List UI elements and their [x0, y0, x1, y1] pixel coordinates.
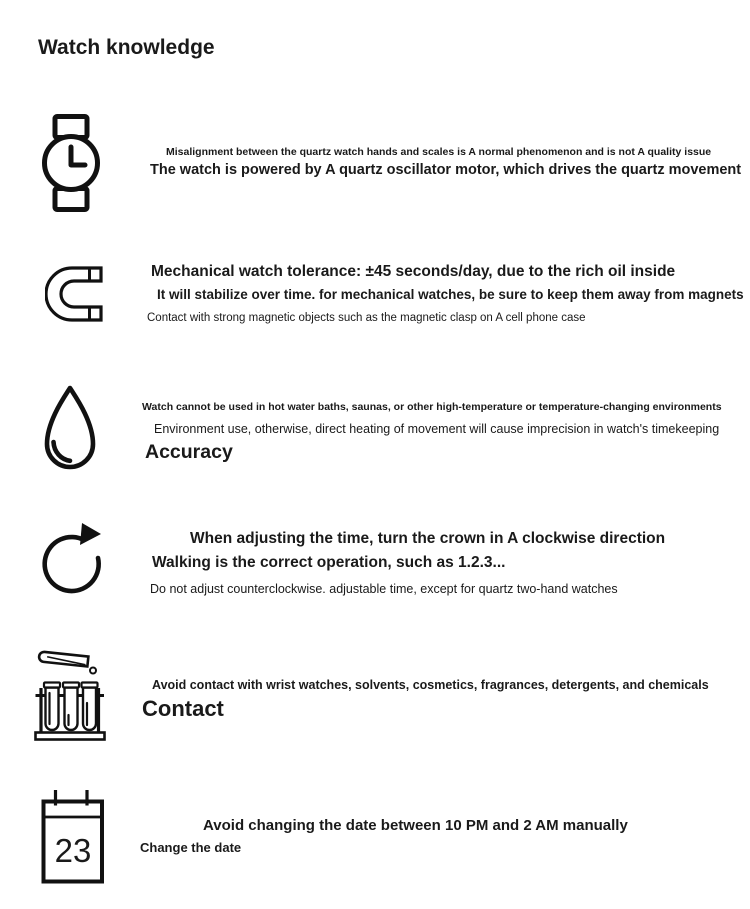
water-drop-icon: [39, 383, 101, 479]
note-line: Avoid changing the date between 10 PM and 2 AM manually: [203, 817, 628, 834]
note-line: The watch is powered by A quartz oscillator motor, which drives the quartz movement: [150, 162, 742, 178]
watch-icon: [42, 114, 100, 212]
note-line: Misalignment between the quartz watch hands and scales is A normal phenomenon and is not A quality issue: [166, 146, 712, 158]
note-line: Change the date: [140, 840, 242, 855]
accuracy-heading: Accuracy: [145, 441, 233, 463]
note-line: Avoid contact with wrist watches, solvents, cosmetics, fragrances, detergents, and chemicals: [152, 678, 709, 692]
note-line: When adjusting the time, turn the crown in A clockwise direction: [190, 530, 666, 547]
clockwise-arrow-icon: [39, 519, 107, 603]
note-line: Environment use, otherwise, direct heating of movement will cause imprecision in watch's timekeeping: [154, 422, 720, 436]
note-line: Walking is the correct operation, such as 1.2.3...: [152, 554, 506, 571]
calendar-day-number: 23: [54, 832, 92, 869]
calendar-icon: [40, 789, 104, 884]
note-line: Contact with strong magnetic objects such as the magnetic clasp on A cell phone case: [147, 312, 586, 324]
magnet-icon: [45, 266, 103, 323]
note-line: Watch cannot be used in hot water baths, saunas, or other high-temperature or temperature-changing environments: [142, 401, 722, 413]
test-tubes-icon: [34, 646, 112, 743]
contact-heading: Contact: [142, 696, 224, 721]
page-title: Watch knowledge: [38, 36, 215, 59]
note-line: It will stabilize over time. for mechanical watches, be sure to keep them away from magnets: [157, 287, 744, 302]
note-line: Do not adjust counterclockwise. adjustable time, except for quartz two-hand watches: [150, 582, 618, 596]
note-line: Mechanical watch tolerance: ±45 seconds/day, due to the rich oil inside: [151, 263, 676, 280]
